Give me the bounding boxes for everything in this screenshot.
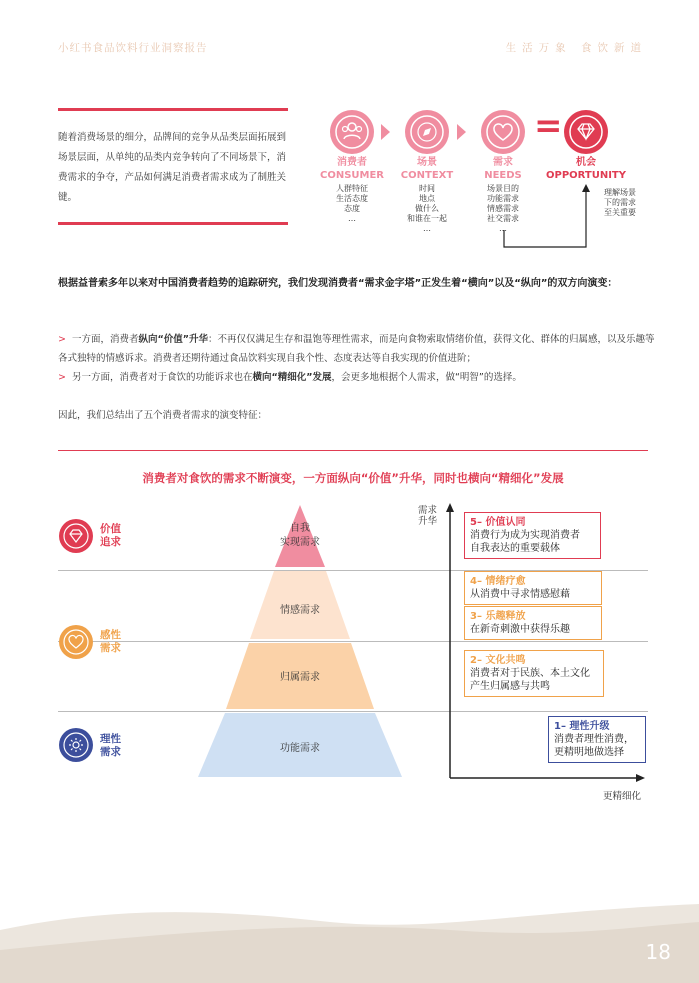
box-line: 消费者对于民族、本土文化	[470, 668, 590, 679]
box-title: 3– 乐趣释放	[470, 611, 526, 622]
gear-icon	[59, 728, 93, 762]
feature-box-5	[464, 512, 601, 559]
y-axis-text: 升华	[418, 516, 438, 527]
pyramid-text: 自我	[290, 523, 310, 534]
level-name: 追求	[100, 536, 121, 548]
y-axis-text: 需求	[418, 505, 438, 516]
bullet-item	[58, 368, 658, 387]
opportunity-line: 理解场景	[604, 188, 636, 197]
needs-line: …	[499, 224, 507, 233]
box-line: 自我表达的重要载体	[470, 543, 560, 554]
bullet-bold: 横向“精细化”发展	[252, 372, 332, 383]
emotion-level-label	[100, 629, 121, 655]
context-line: …	[423, 224, 431, 233]
box-line: 从消费中寻求情感慰藉	[470, 589, 570, 600]
consumer-title-cn: 消费者	[337, 157, 367, 168]
context-title-cn: 场景	[417, 157, 437, 168]
context-line: 时间	[419, 184, 435, 193]
level-name: 感性	[100, 629, 121, 641]
level-name: 需求	[100, 642, 121, 654]
bullet-pre: 一方面，消费者	[71, 334, 139, 345]
opportunity-line: 下的需求	[604, 198, 636, 207]
footer-decoration	[0, 900, 699, 983]
intro-bottom-rule	[58, 222, 288, 225]
needs-line: 功能需求	[487, 194, 519, 203]
opportunity-title-cn: 机会	[576, 157, 596, 168]
bullet-bold: 纵向“价值”升华	[138, 334, 208, 345]
bullet-marker: >	[58, 334, 66, 345]
report-slogan: 生活万象 食饮新道	[505, 42, 647, 54]
consumer-title-en: CONSUMER	[319, 170, 384, 181]
bullet-post: ，会更多地根据个人需求，做“明智”的选择。	[331, 372, 522, 383]
bullet-item	[58, 330, 658, 368]
needs-line: 场景目的	[487, 184, 519, 193]
summary-text: 因此，我们总结出了五个消费者需求的演变特征：	[58, 410, 268, 421]
box-line: 更精明地做选择	[554, 747, 624, 758]
feature-box-4	[464, 571, 602, 605]
x-axis-label: 更精细化	[603, 791, 642, 802]
emotion-level-icon	[59, 625, 93, 659]
level-name: 理性	[100, 733, 121, 745]
bullet-post: ：不再仅仅满足生存和温饱等理性需求，而是向食物索取情绪价值，获得文化、群体的归属感，以及乐趣等各式独特的情感诉求。消费者还期待通过食品饮料实现自我个性、态度表达等自我实现的价值进阶；	[58, 334, 655, 364]
consumer-line: 生活态度	[336, 194, 368, 203]
context-line: 地点	[419, 194, 435, 203]
feature-box-3	[464, 606, 602, 640]
value-level-icon	[59, 519, 93, 553]
report-title: 小红书食品饮料行业洞察报告	[58, 42, 208, 54]
level-name: 需求	[100, 746, 121, 758]
bullet-pre: 另一方面，消费者对于食饮的功能诉求也在	[71, 372, 253, 383]
heart-icon	[59, 625, 93, 659]
context-line: 和谁在一起	[407, 214, 447, 223]
box-line: 在新奇刺激中获得乐趣	[470, 624, 570, 635]
rational-level-icon	[59, 728, 93, 762]
box-line: 产生归属感与共鸣	[470, 681, 550, 692]
intro-top-rule	[58, 108, 288, 111]
box-title: 5– 价值认同	[470, 517, 526, 528]
pyramid-label-belonging: 归属需求	[280, 672, 320, 683]
opportunity-title-en: OPPORTUNITY	[545, 170, 626, 181]
chart-title: 消费者对食饮的需求不断演变，一方面纵向“价值”升华，同时也横向“精细化”发展	[142, 471, 564, 485]
y-axis-label	[418, 505, 437, 527]
needs-line: 情感需求	[487, 204, 519, 213]
box-line: 消费者理性消费，	[554, 734, 634, 745]
value-level-label	[100, 523, 121, 549]
bullet-marker: >	[58, 372, 66, 383]
feature-box-1	[548, 716, 646, 763]
needs-title-en: NEEDS	[484, 170, 522, 181]
connector-arrow	[312, 104, 652, 264]
consumer-line: 人群特征	[336, 184, 368, 193]
feature-box-2	[464, 650, 604, 697]
rational-level-label	[100, 733, 121, 759]
lead-paragraph: 根据益普索多年以来对中国消费者趋势的追踪研究，我们发现消费者“需求金字塔”正发生着“横向”以及“纵向”的双方向演变：	[58, 278, 618, 289]
box-title: 1– 理性升级	[554, 721, 610, 732]
needs-title-cn: 需求	[493, 157, 513, 168]
pyramid-label-function: 功能需求	[280, 743, 320, 754]
pyramid-label-self	[260, 522, 340, 550]
flow-diagram	[312, 104, 652, 264]
level-name: 价值	[100, 523, 121, 535]
consumer-line: …	[348, 214, 356, 223]
needs-line: 社交需求	[487, 214, 519, 223]
context-line: 做什么	[415, 204, 439, 213]
opportunity-line: 至关重要	[604, 208, 636, 217]
section-divider	[58, 450, 648, 451]
box-title: 2– 文化共鸣	[470, 655, 526, 666]
intro-text: 随着消费场景的细分，品牌间的竞争从品类层面拓展到场景层面，从单纯的品类内竞争转向了不同场景下，消费需求的争夺，产品如何满足消费者需求成为了制胜关键。	[58, 132, 287, 203]
pyramid-label-emotion: 情感需求	[280, 605, 320, 616]
consumer-line: 态度	[344, 204, 360, 213]
box-line: 消费行为成为实现消费者	[470, 530, 580, 541]
box-title: 4– 情绪疗愈	[470, 576, 526, 587]
context-title-en: CONTEXT	[400, 170, 454, 181]
pyramid-text: 实现需求	[280, 537, 320, 548]
equals-sign: =	[534, 106, 563, 146]
page-number: 18	[645, 940, 671, 964]
diamond-icon	[59, 519, 93, 553]
